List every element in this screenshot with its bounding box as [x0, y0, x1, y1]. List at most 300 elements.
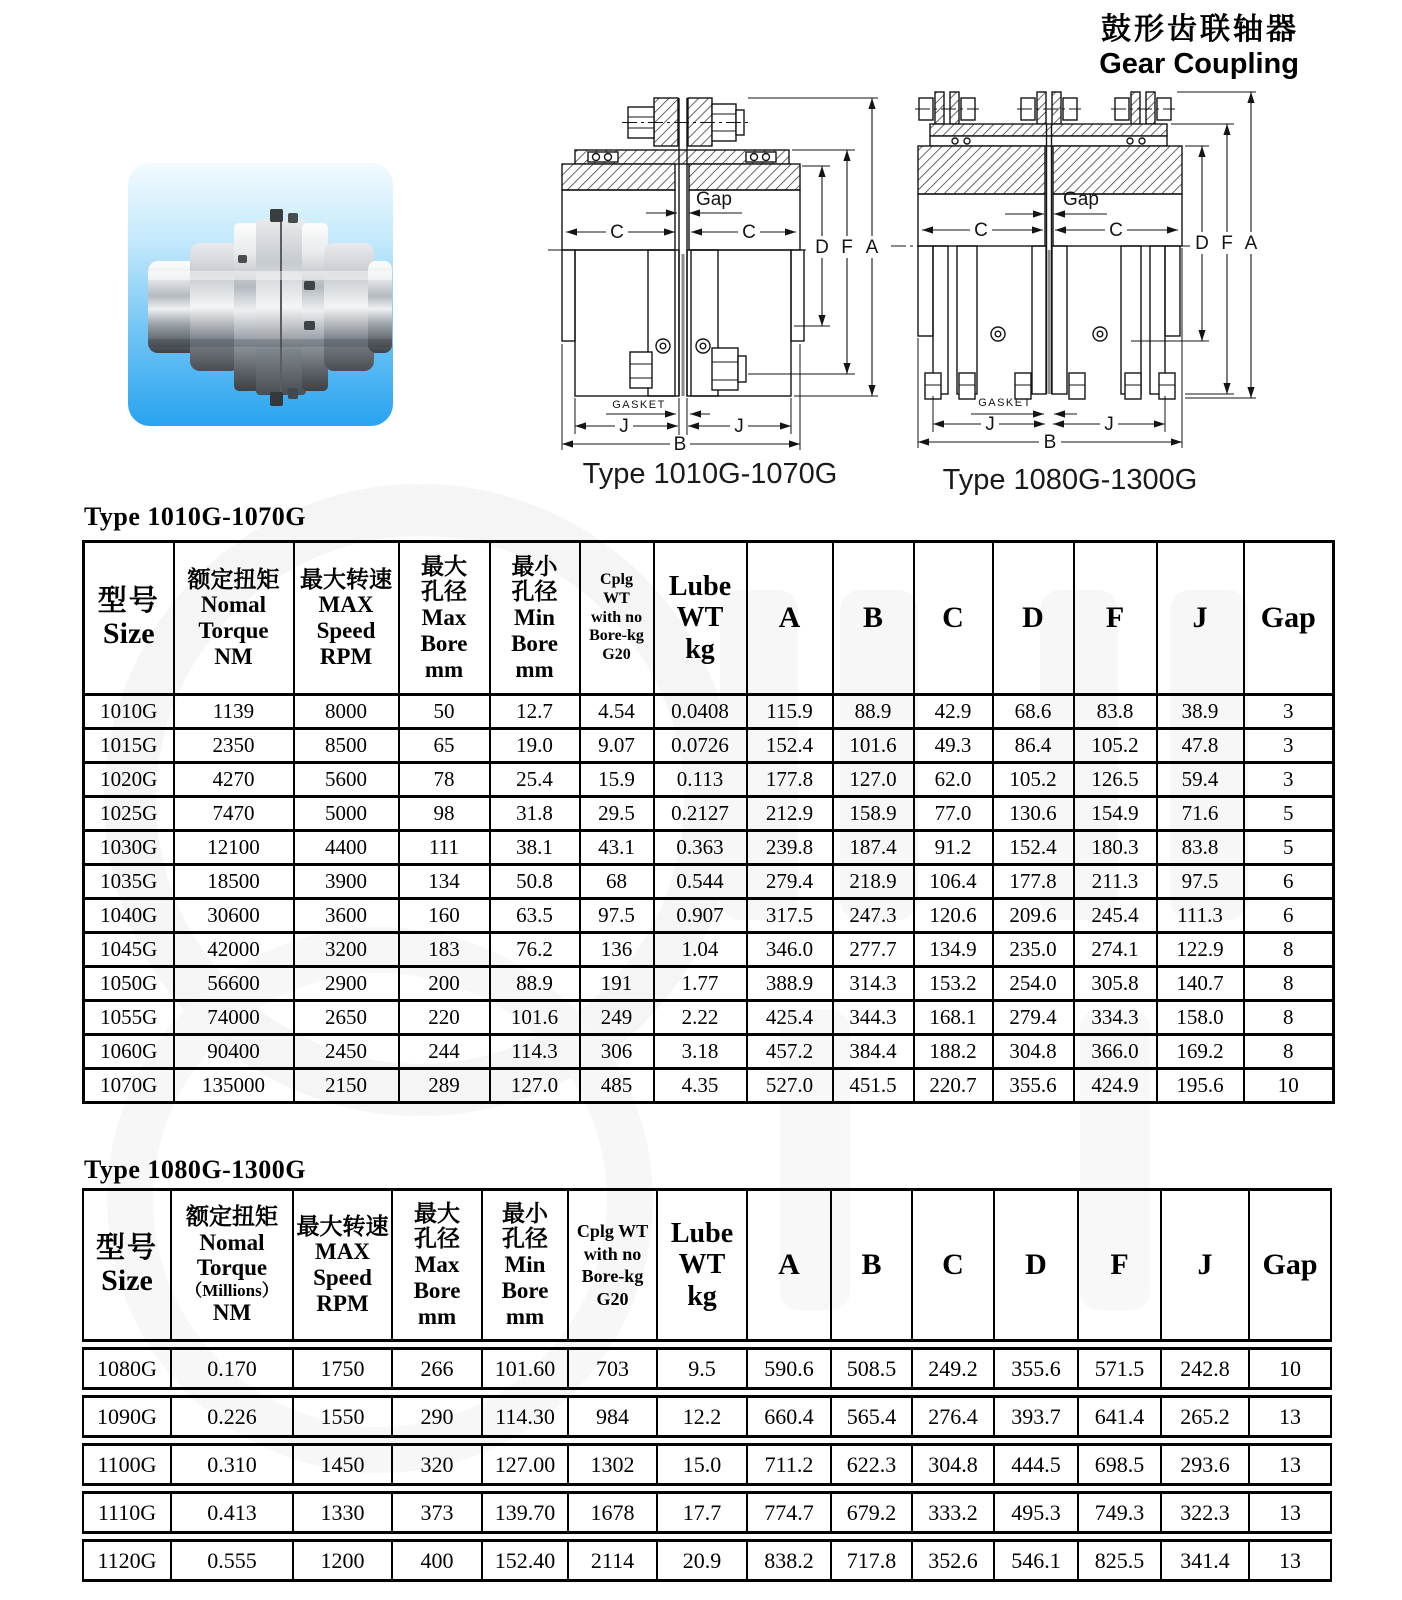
drawing-caption-2: Type 1080G-1300G	[942, 464, 1198, 496]
table-cell: 355.6	[993, 1069, 1074, 1103]
table-cell: 5	[1244, 831, 1334, 865]
table-2-title: Type 1080G-1300G	[84, 1155, 307, 1184]
table-cell: 1.77	[654, 967, 747, 1001]
table-cell: 333.2	[913, 1491, 995, 1534]
table-cell: 0.0408	[654, 695, 747, 729]
table-cell: 15.9	[580, 763, 654, 797]
table-row	[84, 1069, 1334, 1103]
dim-label-j: J	[1104, 414, 1114, 435]
table-cell: 30600	[174, 899, 294, 933]
top-bolts	[915, 92, 1175, 124]
table-cell: 13	[1250, 1395, 1332, 1438]
table-cell: 1302	[569, 1443, 658, 1486]
table-cell: 5	[1244, 797, 1334, 831]
table-cell: 304.8	[993, 1035, 1074, 1069]
column-header: F	[1074, 542, 1157, 695]
table-cell: 15.0	[658, 1443, 748, 1486]
column-header: F	[1079, 1188, 1162, 1342]
table-cell: 42000	[174, 933, 294, 967]
table-cell: 388.9	[747, 967, 833, 1001]
header-row	[82, 1188, 1332, 1342]
table-cell: 1045G	[84, 933, 174, 967]
table-cell: 17.7	[658, 1491, 748, 1534]
table-cell: 239.8	[747, 831, 833, 865]
table-cell: 90400	[174, 1035, 294, 1069]
table-cell: 276.4	[913, 1395, 995, 1438]
table-cell: 717.8	[832, 1539, 913, 1582]
table-cell: 101.6	[490, 1001, 580, 1035]
table-1-title: Type 1010G-1070G	[84, 502, 307, 531]
column-header: C	[914, 542, 993, 695]
table-cell: 0.413	[172, 1491, 294, 1534]
table-cell: 1120G	[82, 1539, 172, 1582]
table-cell: 0.2127	[654, 797, 747, 831]
table-cell: 1080G	[82, 1347, 172, 1390]
table-cell: 314.3	[833, 967, 914, 1001]
column-header: Cplg WT with no Bore-kg G20	[580, 542, 654, 695]
table-cell: 127.0	[833, 763, 914, 797]
table-cell: 105.2	[993, 763, 1074, 797]
table-cell: 355.6	[995, 1347, 1079, 1390]
table-cell: 242.8	[1162, 1347, 1250, 1390]
table-cell: 2114	[569, 1539, 658, 1582]
column-header: Gap	[1244, 542, 1334, 695]
table-cell: 106.4	[914, 865, 993, 899]
table-cell: 12.7	[490, 695, 580, 729]
table-cell: 290	[393, 1395, 483, 1438]
table-cell: 134.9	[914, 933, 993, 967]
table-cell: 4400	[294, 831, 399, 865]
table-cell: 2900	[294, 967, 399, 1001]
table-row	[84, 865, 1334, 899]
table-cell: 457.2	[747, 1035, 833, 1069]
table-cell: 244	[399, 1035, 490, 1069]
column-header: D	[995, 1188, 1079, 1342]
table-cell: 8	[1244, 967, 1334, 1001]
table-cell: 62.0	[914, 763, 993, 797]
table-cell: 1050G	[84, 967, 174, 1001]
table-cell: 10	[1250, 1347, 1332, 1390]
table-cell: 68	[580, 865, 654, 899]
header-row	[84, 542, 1334, 695]
table-cell: 984	[569, 1395, 658, 1438]
table-cell: 50.8	[490, 865, 580, 899]
table-cell: 115.9	[747, 695, 833, 729]
table-cell: 97.5	[580, 899, 654, 933]
table-cell: 134	[399, 865, 490, 899]
table-cell: 322.3	[1162, 1491, 1250, 1534]
table-cell: 13	[1250, 1539, 1332, 1582]
table-cell: 306	[580, 1035, 654, 1069]
table-cell: 135000	[174, 1069, 294, 1103]
table-cell: 88.9	[833, 695, 914, 729]
table-cell: 546.1	[995, 1539, 1079, 1582]
table-cell: 265.2	[1162, 1395, 1250, 1438]
column-header: J	[1157, 542, 1244, 695]
dim-label-j: J	[985, 414, 995, 435]
column-header: B	[832, 1188, 913, 1342]
table-cell: 424.9	[1074, 1069, 1157, 1103]
table-row	[84, 967, 1334, 1001]
table-cell: 3200	[294, 933, 399, 967]
table-cell: 0.226	[172, 1395, 294, 1438]
table-cell: 160	[399, 899, 490, 933]
table-cell: 1.04	[654, 933, 747, 967]
table-cell: 1070G	[84, 1069, 174, 1103]
column-header: 型号 Size	[84, 542, 174, 695]
table-cell: 317.5	[747, 899, 833, 933]
table-cell: 1015G	[84, 729, 174, 763]
table-cell: 4.35	[654, 1069, 747, 1103]
table-cell: 5600	[294, 763, 399, 797]
table-cell: 122.9	[1157, 933, 1244, 967]
table-cell: 0.907	[654, 899, 747, 933]
table-cell: 0.363	[654, 831, 747, 865]
table-cell: 139.70	[483, 1491, 569, 1534]
table-cell: 451.5	[833, 1069, 914, 1103]
table-row	[84, 763, 1334, 797]
table-cell: 13	[1250, 1443, 1332, 1486]
table-cell: 195.6	[1157, 1069, 1244, 1103]
table-cell: 83.8	[1074, 695, 1157, 729]
page-title-block	[1099, 12, 1299, 82]
table-cell: 249.2	[913, 1347, 995, 1390]
table-cell: 660.4	[748, 1395, 832, 1438]
table-cell: 254.0	[993, 967, 1074, 1001]
table-cell: 1030G	[84, 831, 174, 865]
table-cell: 47.8	[1157, 729, 1244, 763]
table-cell: 191	[580, 967, 654, 1001]
column-header: 最大 孔径 Max Bore mm	[393, 1188, 483, 1342]
table-cell: 485	[580, 1069, 654, 1103]
table-cell: 749.3	[1079, 1491, 1162, 1534]
table-cell: 0.544	[654, 865, 747, 899]
column-header: Lube WT kg	[654, 542, 747, 695]
table-cell: 49.3	[914, 729, 993, 763]
table-cell: 111.3	[1157, 899, 1244, 933]
table-cell: 1200	[294, 1539, 393, 1582]
table-cell: 1025G	[84, 797, 174, 831]
table-cell: 266	[393, 1347, 483, 1390]
dim-label-d: D	[1195, 233, 1209, 254]
table-cell: 220	[399, 1001, 490, 1035]
column-header: 最小 孔径 Min Bore mm	[483, 1188, 569, 1342]
table-cell: 158.9	[833, 797, 914, 831]
table-cell: 1550	[294, 1395, 393, 1438]
column-header: 型号 Size	[82, 1188, 172, 1342]
table-cell: 153.2	[914, 967, 993, 1001]
table-row	[84, 899, 1334, 933]
table-cell: 77.0	[914, 797, 993, 831]
table-cell: 495.3	[995, 1491, 1079, 1534]
table-row	[84, 1001, 1334, 1035]
column-header: J	[1162, 1188, 1250, 1342]
table-cell: 211.3	[1074, 865, 1157, 899]
dim-label-b: B	[673, 434, 687, 455]
column-header: A	[748, 1188, 832, 1342]
table-row	[84, 797, 1334, 831]
table-cell: 3	[1244, 695, 1334, 729]
table-cell: 98	[399, 797, 490, 831]
table-cell: 8	[1244, 1035, 1334, 1069]
table-cell: 366.0	[1074, 1035, 1157, 1069]
table-cell: 120.6	[914, 899, 993, 933]
table-cell: 136	[580, 933, 654, 967]
table-cell: 43.1	[580, 831, 654, 865]
table-cell: 774.7	[748, 1491, 832, 1534]
table-cell: 114.3	[490, 1035, 580, 1069]
table-cell: 183	[399, 933, 490, 967]
table-cell: 1110G	[82, 1491, 172, 1534]
page-title-chinese: 鼓形齿联轴器	[1101, 13, 1299, 46]
dim-label-j: J	[734, 416, 744, 437]
table-cell: 7470	[174, 797, 294, 831]
table-cell: 140.7	[1157, 967, 1244, 1001]
table-cell: 679.2	[832, 1491, 913, 1534]
table-cell: 152.4	[993, 831, 1074, 865]
technical-drawing-1010g	[540, 86, 880, 458]
dim-label-c: C	[742, 222, 756, 243]
table-cell: 8500	[294, 729, 399, 763]
table-cell: 29.5	[580, 797, 654, 831]
table-cell: 6	[1244, 899, 1334, 933]
table-cell: 2350	[174, 729, 294, 763]
table-cell: 565.4	[832, 1395, 913, 1438]
spec-table-1010g	[82, 540, 1335, 1104]
table-row	[82, 1491, 1332, 1534]
table-cell: 352.6	[913, 1539, 995, 1582]
table-cell: 63.5	[490, 899, 580, 933]
table-cell: 305.8	[1074, 967, 1157, 1001]
table-cell: 247.3	[833, 899, 914, 933]
table-cell: 444.5	[995, 1443, 1079, 1486]
dim-label-gap: Gap	[696, 189, 732, 210]
table-cell: 25.4	[490, 763, 580, 797]
table-cell: 1060G	[84, 1035, 174, 1069]
dim-label-a: A	[865, 237, 879, 258]
table-cell: 83.8	[1157, 831, 1244, 865]
table-cell: 8000	[294, 695, 399, 729]
table-cell: 0.170	[172, 1347, 294, 1390]
table-cell: 152.4	[747, 729, 833, 763]
table-cell: 13	[1250, 1491, 1332, 1534]
table-cell: 105.2	[1074, 729, 1157, 763]
table-cell: 2650	[294, 1001, 399, 1035]
table-cell: 177.8	[993, 865, 1074, 899]
table-cell: 169.2	[1157, 1035, 1244, 1069]
table-cell: 9.5	[658, 1347, 748, 1390]
column-header: 最大转速 MAX Speed RPM	[294, 542, 399, 695]
table-cell: 127.00	[483, 1443, 569, 1486]
column-header: 最大 孔径 Max Bore mm	[399, 542, 490, 695]
dim-label-c: C	[974, 220, 988, 241]
dim-label-c: C	[1109, 220, 1123, 241]
table-cell: 508.5	[832, 1347, 913, 1390]
table-cell: 1020G	[84, 763, 174, 797]
table-row	[82, 1443, 1332, 1486]
table-cell: 0.310	[172, 1443, 294, 1486]
table-cell: 78	[399, 763, 490, 797]
dim-label-f: F	[1221, 233, 1233, 254]
table-cell: 127.0	[490, 1069, 580, 1103]
table-cell: 344.3	[833, 1001, 914, 1035]
table-cell: 373	[393, 1491, 483, 1534]
table-cell: 425.4	[747, 1001, 833, 1035]
table-cell: 111	[399, 831, 490, 865]
table-cell: 838.2	[748, 1539, 832, 1582]
table-cell: 346.0	[747, 933, 833, 967]
gasket-label: GASKET	[978, 397, 1032, 409]
table-cell: 1678	[569, 1491, 658, 1534]
table-cell: 68.6	[993, 695, 1074, 729]
table-cell: 825.5	[1079, 1539, 1162, 1582]
table-cell: 235.0	[993, 933, 1074, 967]
table-cell: 3	[1244, 729, 1334, 763]
table-cell: 220.7	[914, 1069, 993, 1103]
spec-table-1080g	[82, 1183, 1332, 1587]
table-cell: 320	[393, 1443, 483, 1486]
table-cell: 1450	[294, 1443, 393, 1486]
table-cell: 59.4	[1157, 763, 1244, 797]
table-row	[84, 729, 1334, 763]
table-cell: 114.30	[483, 1395, 569, 1438]
column-header: 额定扭矩 Nomal Torque （Millions） NM	[172, 1188, 294, 1342]
table-cell: 622.3	[832, 1443, 913, 1486]
table-cell: 274.1	[1074, 933, 1157, 967]
table-cell: 384.4	[833, 1035, 914, 1069]
table-cell: 2.22	[654, 1001, 747, 1035]
column-header: A	[747, 542, 833, 695]
table-cell: 38.9	[1157, 695, 1244, 729]
table-cell: 86.4	[993, 729, 1074, 763]
table-cell: 571.5	[1079, 1347, 1162, 1390]
table-cell: 590.6	[748, 1347, 832, 1390]
table-cell: 130.6	[993, 797, 1074, 831]
table-cell: 56600	[174, 967, 294, 1001]
table-cell: 8	[1244, 933, 1334, 967]
table-cell: 20.9	[658, 1539, 748, 1582]
column-header: Gap	[1250, 1188, 1332, 1342]
table-cell: 1035G	[84, 865, 174, 899]
table-cell: 8	[1244, 1001, 1334, 1035]
table-cell: 76.2	[490, 933, 580, 967]
table-cell: 245.4	[1074, 899, 1157, 933]
table-row	[82, 1539, 1332, 1582]
table-cell: 187.4	[833, 831, 914, 865]
table-cell: 2450	[294, 1035, 399, 1069]
table-cell: 304.8	[913, 1443, 995, 1486]
table-cell: 293.6	[1162, 1443, 1250, 1486]
table-cell: 101.60	[483, 1347, 569, 1390]
table-cell: 50	[399, 695, 490, 729]
table-cell: 1040G	[84, 899, 174, 933]
table-cell: 641.4	[1079, 1395, 1162, 1438]
column-header: B	[833, 542, 914, 695]
table-row	[84, 695, 1334, 729]
table-cell: 1090G	[82, 1395, 172, 1438]
table-cell: 277.7	[833, 933, 914, 967]
table-cell: 152.40	[483, 1539, 569, 1582]
table-cell: 279.4	[993, 1001, 1074, 1035]
table-cell: 698.5	[1079, 1443, 1162, 1486]
table-row	[82, 1395, 1332, 1438]
table-cell: 91.2	[914, 831, 993, 865]
table-cell: 154.9	[1074, 797, 1157, 831]
page-title-english: Gear Coupling	[1099, 48, 1299, 81]
dim-label-f: F	[841, 237, 853, 258]
table-cell: 209.6	[993, 899, 1074, 933]
table-cell: 3900	[294, 865, 399, 899]
table-cell: 1139	[174, 695, 294, 729]
table-cell: 2150	[294, 1069, 399, 1103]
column-header: 额定扭矩 Nomal Torque NM	[174, 542, 294, 695]
table-cell: 1330	[294, 1491, 393, 1534]
table-cell: 74000	[174, 1001, 294, 1035]
dim-label-c: C	[610, 222, 624, 243]
table-row	[84, 933, 1334, 967]
table-cell: 42.9	[914, 695, 993, 729]
table-cell: 334.3	[1074, 1001, 1157, 1035]
table-cell: 703	[569, 1347, 658, 1390]
table-cell: 12.2	[658, 1395, 748, 1438]
table-cell: 12100	[174, 831, 294, 865]
table-cell: 212.9	[747, 797, 833, 831]
dim-label-a: A	[1244, 233, 1257, 254]
table-cell: 0.555	[172, 1539, 294, 1582]
table-cell: 1010G	[84, 695, 174, 729]
column-header: 最大转速 MAX Speed RPM	[294, 1188, 393, 1342]
table-cell: 3.18	[654, 1035, 747, 1069]
table-cell: 126.5	[1074, 763, 1157, 797]
table-cell: 4270	[174, 763, 294, 797]
dim-label-j: J	[619, 416, 629, 437]
table-cell: 4.54	[580, 695, 654, 729]
table-cell: 19.0	[490, 729, 580, 763]
table-cell: 10	[1244, 1069, 1334, 1103]
dim-label-gap: Gap	[1063, 189, 1099, 210]
column-header: D	[993, 542, 1074, 695]
table-cell: 3	[1244, 763, 1334, 797]
table-cell: 527.0	[747, 1069, 833, 1103]
column-header: C	[913, 1188, 995, 1342]
column-header: 最小 孔径 Min Bore mm	[490, 542, 580, 695]
table-cell: 5000	[294, 797, 399, 831]
dim-label-b: B	[1043, 432, 1057, 453]
table-cell: 341.4	[1162, 1539, 1250, 1582]
table-cell: 38.1	[490, 831, 580, 865]
table-row	[84, 1035, 1334, 1069]
table-cell: 65	[399, 729, 490, 763]
table-cell: 1750	[294, 1347, 393, 1390]
table-cell: 6	[1244, 865, 1334, 899]
table-cell: 158.0	[1157, 1001, 1244, 1035]
table-cell: 200	[399, 967, 490, 1001]
table-row	[84, 831, 1334, 865]
table-cell: 101.6	[833, 729, 914, 763]
table-cell: 88.9	[490, 967, 580, 1001]
technical-drawing-1080g	[885, 84, 1257, 464]
table-cell: 279.4	[747, 865, 833, 899]
table-cell: 249	[580, 1001, 654, 1035]
column-header: Cplg WT with no Bore-kg G20	[569, 1188, 658, 1342]
table-cell: 218.9	[833, 865, 914, 899]
table-cell: 18500	[174, 865, 294, 899]
product-photo	[128, 163, 393, 426]
table-cell: 3600	[294, 899, 399, 933]
table-cell: 9.07	[580, 729, 654, 763]
table-cell: 393.7	[995, 1395, 1079, 1438]
column-header: Lube WT kg	[658, 1188, 748, 1342]
